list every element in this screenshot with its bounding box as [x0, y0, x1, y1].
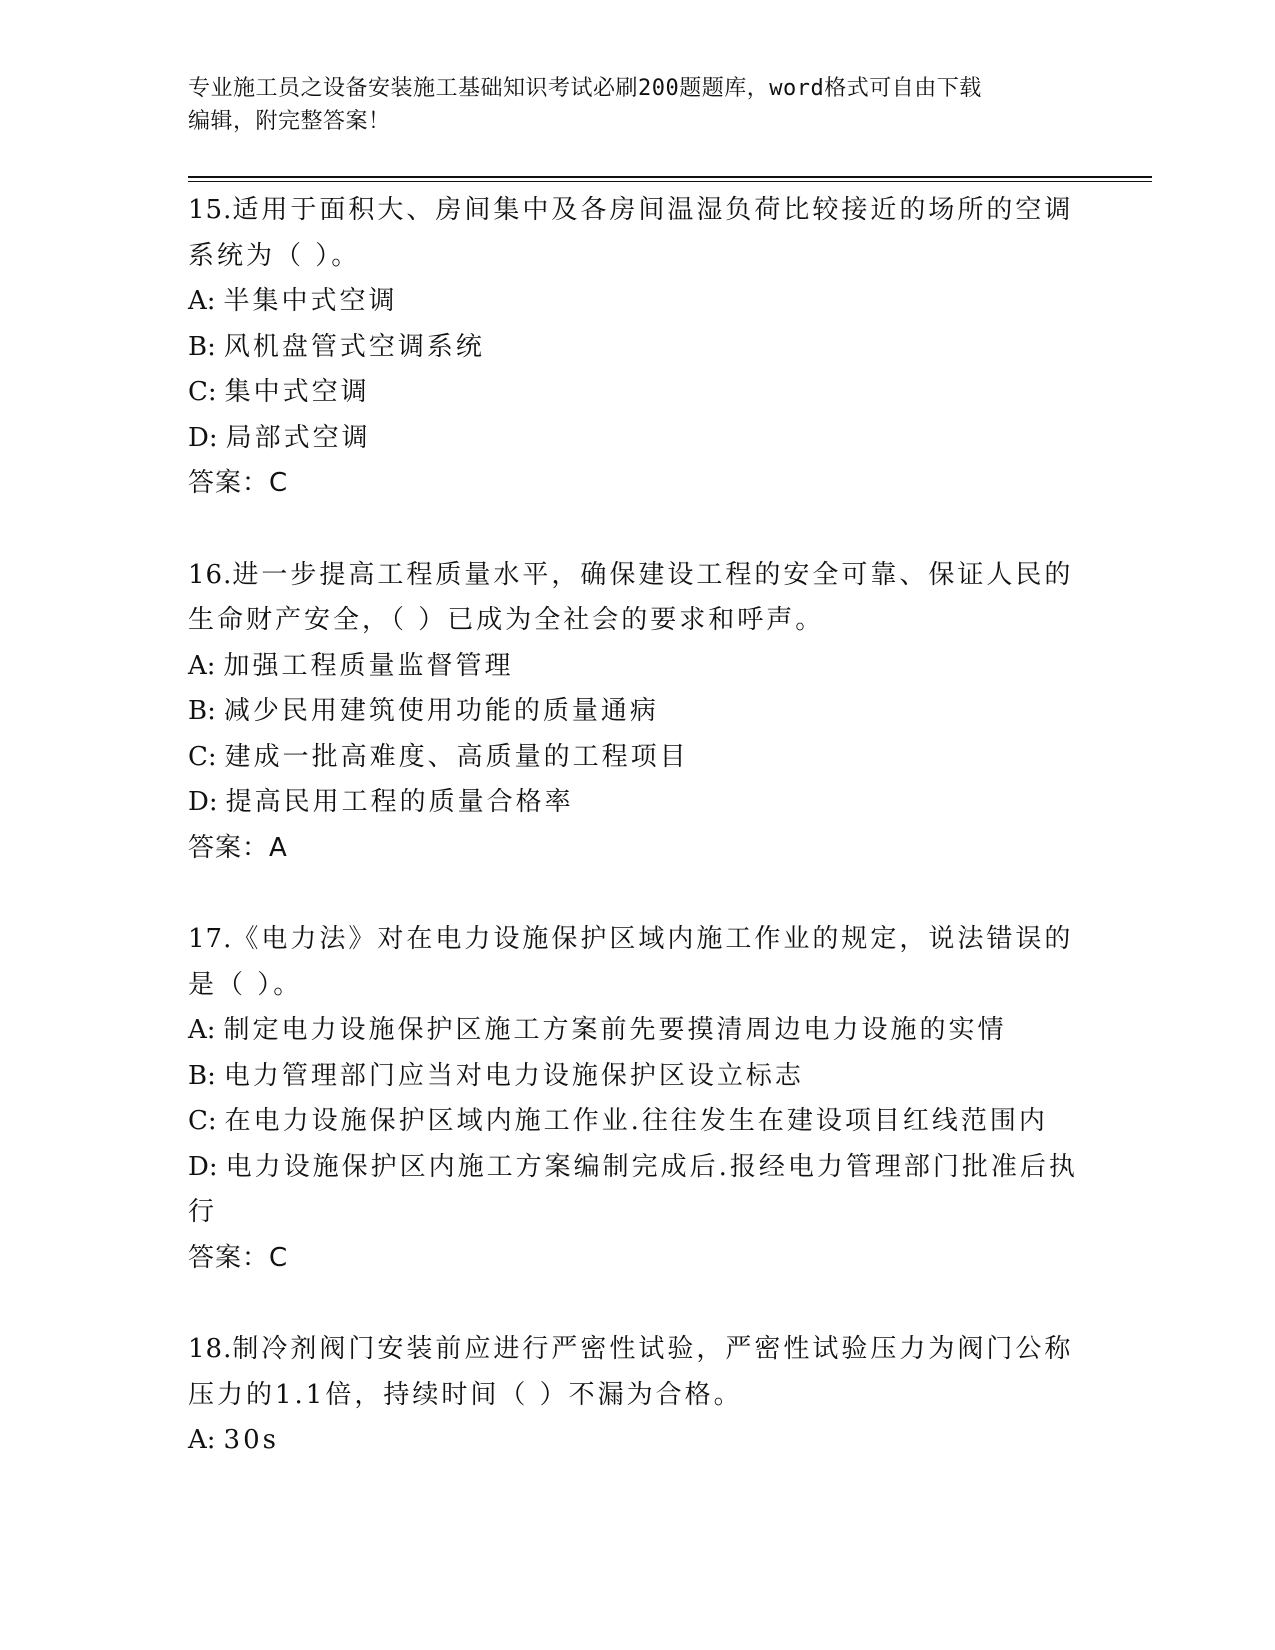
question-16 [188, 553, 1088, 872]
answer-line: 答案：C [188, 468, 289, 498]
option-text: 半集中式空调 [223, 286, 398, 316]
option-key: B: [188, 331, 216, 362]
option-key: A: [188, 1425, 216, 1455]
option-c [188, 735, 1088, 781]
question-18 [188, 1327, 1088, 1464]
option-text: 在电力设施保护区域内施工作业.往往发生在建设项目红线范围内 [224, 1106, 1048, 1136]
option-b [188, 325, 1088, 371]
option-text: 局部式空调 [225, 422, 371, 453]
answer-line: 答案：A [188, 832, 288, 863]
option-text: 电力设施保护区内施工方案编制完成后.报经电力管理部门批准后执行 [188, 1151, 1078, 1227]
question-list [188, 188, 1088, 1510]
question-number: 16. [188, 559, 233, 590]
option-text: 30s [223, 1425, 279, 1455]
header-line-2: 编辑，附完整答案！ [188, 109, 391, 134]
question-text: 制冷剂阀门安装前应进行严密性试验，严密性试验压力为阀门公称压力的1.1倍，持续时间（ ）不漏为合格。 [188, 1334, 1074, 1410]
option-text: 制定电力设施保护区施工方案前先要摸清周边电力设施的实情 [223, 1015, 1007, 1045]
option-d [188, 1145, 1088, 1236]
option-d [188, 416, 1088, 462]
option-key: D: [188, 1151, 218, 1182]
answer-line: 答案：C [188, 1242, 289, 1273]
option-key: D: [188, 422, 218, 453]
option-text: 风机盘管式空调系统 [223, 331, 485, 362]
option-text: 集中式空调 [224, 377, 370, 407]
option-c [188, 1099, 1088, 1145]
option-a [188, 644, 1088, 690]
option-text: 减少民用建筑使用功能的质量通病 [223, 696, 659, 726]
header-rule-thin [188, 181, 1152, 182]
option-key: C: [188, 741, 217, 772]
question-text: 《电力法》对在电力设施保护区域内施工作业的规定，说法错误的是（ ）。 [188, 924, 1074, 1000]
option-d [188, 780, 1088, 826]
header-line-1: 专业施工员之设备安装施工基础知识考试必刷200题题库，word格式可自由下载 [188, 76, 982, 101]
question-stem [188, 188, 1088, 279]
option-text: 建成一批高难度、高质量的工程项目 [224, 741, 689, 772]
option-a [188, 1008, 1088, 1054]
option-key: B: [188, 1060, 216, 1091]
option-key: A: [188, 286, 216, 316]
question-17 [188, 917, 1088, 1281]
option-text: 电力管理部门应当对电力设施保护区设立标志 [223, 1060, 804, 1091]
option-b [188, 689, 1088, 735]
option-a [188, 1418, 1088, 1464]
option-key: A: [188, 1015, 216, 1045]
question-stem [188, 553, 1088, 644]
option-c [188, 370, 1088, 416]
header-rule-thick [188, 176, 1152, 178]
question-text: 进一步提高工程质量水平，确保建设工程的安全可靠、保证人民的生命财产安全，（ ）已成为全社会的要求和呼声。 [188, 559, 1074, 635]
question-15 [188, 188, 1088, 507]
option-text: 提高民用工程的质量合格率 [225, 787, 574, 817]
option-key: A: [188, 650, 216, 681]
option-b [188, 1054, 1088, 1100]
option-key: D: [188, 787, 218, 817]
option-text: 加强工程质量监督管理 [223, 650, 514, 681]
question-number: 17. [188, 924, 233, 954]
option-key: B: [188, 696, 216, 726]
question-text: 适用于面积大、房间集中及各房间温湿负荷比较接近的场所的空调系统为（ ）。 [188, 195, 1074, 271]
document-header [188, 72, 1068, 138]
question-number: 18. [188, 1334, 233, 1364]
option-key: C: [188, 377, 217, 407]
question-stem [188, 1327, 1088, 1418]
question-number: 15. [188, 195, 233, 225]
option-a [188, 279, 1088, 325]
question-stem [188, 917, 1088, 1008]
option-key: C: [188, 1106, 217, 1136]
